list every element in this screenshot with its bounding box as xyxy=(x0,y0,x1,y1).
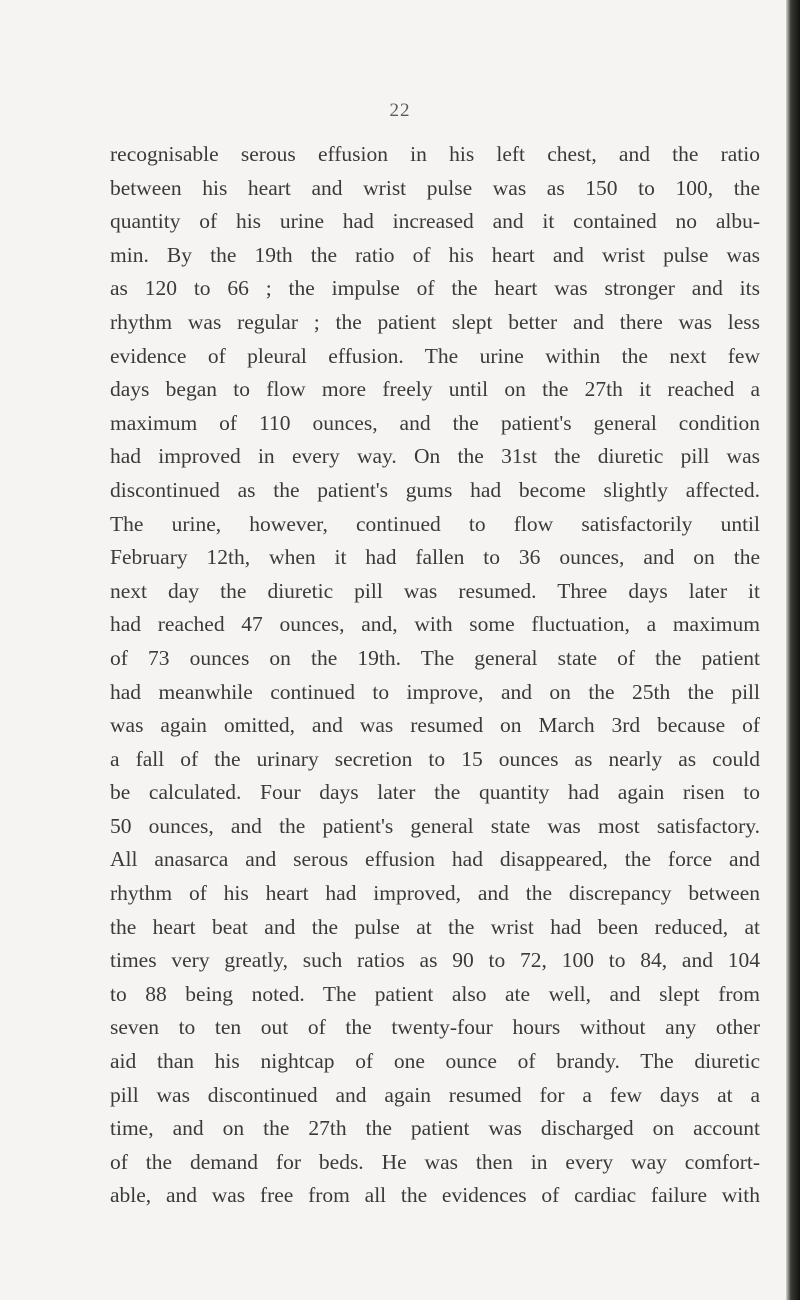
text-line: evidence of pleural effusion. The urine within the next few xyxy=(110,343,760,368)
text-line: next day the diuretic pill was resumed. Three days later it xyxy=(110,578,760,603)
text-line: maximum of 110 ounces, and the patient's general condition xyxy=(110,410,760,435)
text-line: of 73 ounces on the 19th. The general state of the patient xyxy=(110,645,760,670)
text-line: able, and was free from all the evidences of cardiac failure with xyxy=(110,1183,760,1208)
text-line: the heart beat and the pulse at the wrist had been reduced, at xyxy=(110,914,760,939)
page-number: 22 xyxy=(389,100,411,121)
text-line: rhythm of his heart had improved, and the discrepancy between xyxy=(110,881,760,906)
text-line: time, and on the 27th the patient was discharged on account xyxy=(110,1116,760,1141)
text-line: to 88 being noted. The patient also ate well, and slept from xyxy=(110,981,760,1006)
text-line: seven to ten out of the twenty-four hours without any other xyxy=(110,1015,760,1040)
text-line: aid than his nightcap of one ounce of brandy. The diuretic xyxy=(110,1049,760,1074)
text-line: of the demand for beds. He was then in every way comfort- xyxy=(110,1149,760,1174)
text-line: as 120 to 66 ; the impulse of the heart was stronger and its xyxy=(110,276,760,301)
text-line: pill was discontinued and again resumed for a few days at a xyxy=(110,1082,760,1107)
text-line: The urine, however, continued to flow satisfactorily until xyxy=(110,511,760,536)
body-text xyxy=(110,138,760,1213)
text-line: quantity of his urine had increased and it contained no albu- xyxy=(110,209,760,234)
text-line: February 12th, when it had fallen to 36 ounces, and on the xyxy=(110,545,760,570)
text-line: was again omitted, and was resumed on March 3rd because of xyxy=(110,713,760,738)
text-line: had reached 47 ounces, and, with some fluctuation, a maximum xyxy=(110,612,760,637)
page-edge-shadow xyxy=(786,0,800,1300)
text-line: 50 ounces, and the patient's general state was most satisfactory. xyxy=(110,813,760,838)
text-line: recognisable serous effusion in his left chest, and the ratio xyxy=(110,142,760,166)
text-line: rhythm was regular ; the patient slept better and there was less xyxy=(110,309,760,334)
text-line: had improved in every way. On the 31st the diuretic pill was xyxy=(110,444,760,469)
text-line: discontinued as the patient's gums had become slightly affected. xyxy=(110,477,760,502)
text-line: All anasarca and serous effusion had disappeared, the force and xyxy=(110,847,760,872)
text-line: be calculated. Four days later the quantity had again risen to xyxy=(110,780,760,805)
text-line: times very greatly, such ratios as 90 to 72, 100 to 84, and 104 xyxy=(110,948,760,973)
text-line: min. By the 19th the ratio of his heart and wrist pulse was xyxy=(110,242,760,267)
text-line: had meanwhile continued to improve, and on the 25th the pill xyxy=(110,679,760,704)
text-line: days began to flow more freely until on the 27th it reached a xyxy=(110,377,760,402)
text-line: between his heart and wrist pulse was as 150 to 100, the xyxy=(110,175,760,200)
text-line: a fall of the urinary secretion to 15 ounces as nearly as could xyxy=(110,746,760,771)
